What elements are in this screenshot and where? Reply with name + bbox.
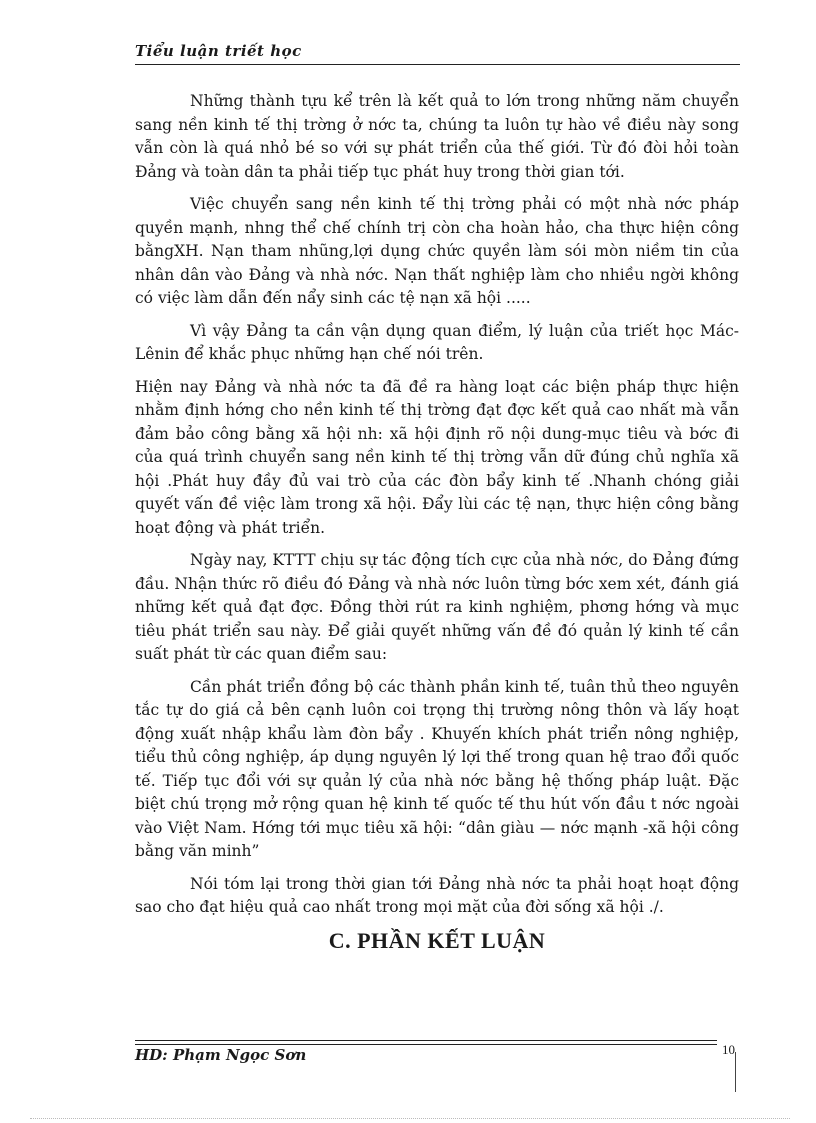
paragraph-6: Cần phát triển đồng bộ các thành phần kinh tế, tuân thủ theo nguyên tắc tự do giá cả bên cạnh luôn coi trọng thị trường nông thôn và lấy hoạt động xuất nhập khẩu làm đòn bẩy . Khuyến khích phát triển nông nghiệp, tiểu thủ công nghiệp, áp dụng nguyên lý lợi thế trong quan hệ trao đổi quốc tế. Tiếp tục đổi với sự quản lý của nhà nớc bằng hệ thống pháp luật. Đặc biệt chú trọng mở rộng quan hệ kinh tế quốc tế thu hút vốn đầu t nớc ngoài vào Việt Nam. Hớng tới mục tiêu xã hội: “dân giàu — nớc mạnh -xã hội công bằng văn minh” — [135, 677, 739, 860]
section-title: C. PHẦN KẾT LUẬN — [328, 927, 546, 953]
page-number: 10 — [722, 1042, 735, 1057]
footer-rule-top — [135, 1040, 717, 1041]
paragraph-1: Những thành tựu kể trên là kết quả to lớn trong những năm chuyển sang nền kinh tế thị trờng ở nớc ta, chúng ta luôn tự hào về điều này song vẫn còn là quá nhỏ bé so với sự phát triển của thế giới. Từ đó đòi hỏi toàn Đảng và toàn dân ta phải tiếp tục phát huy trong thời gian tới. — [135, 92, 739, 181]
footer-author: HD: Phạm Ngọc Sơn — [135, 1046, 307, 1064]
paragraph-4: Hiện nay Đảng và nhà nớc ta đã đề ra hàng loạt các biện pháp thực hiện nhằm định hớng cho nền kinh tế thị trờng đạt đợc kết quả cao nhất mà vẫn đảm bảo công bằng xã hội nh: xã hội định rõ nội dung-mục tiêu và bớc đi của quá trình chuyển sang nền kinh tế thị trờng vẫn dữ đúng chủ nghĩa xã hội .Phát huy đầy đủ vai trò của các đòn bẩy kinh tế .Nhanh chóng giải quyết vấn đề việc làm trong xã hội. Đẩy lùi các tệ nạn, thực hiện công bằng hoạt động và phát triển. — [135, 377, 739, 537]
page-bottom-border — [30, 1118, 790, 1119]
paragraph-5: Ngày nay, KTTT chịu sự tác động tích cực của nhà nớc, do Đảng đứng đầu. Nhận thức rõ điều đó Đảng và nhà nớc luôn từng bớc xem xét, đánh giá những kết quả đạt đợc. Đồng thời rút ra kinh nghiệm, phơng hớng và mục tiêu phát triển sau này. Để giải quyết những vấn đề đó quản lý kinh tế cần suất phát từ các quan điểm sau: — [135, 551, 739, 663]
header-rule — [135, 64, 740, 65]
page-body — [135, 90, 739, 954]
margin-rule — [735, 1052, 736, 1092]
footer-rule-bottom — [135, 1044, 717, 1045]
paragraph-3: Vì vậy Đảng ta cần vận dụng quan điểm, lý luận của triết học Mác-Lênin để khắc phục những hạn chế nói trên. — [135, 321, 739, 363]
running-header: Tiểu luận triết học — [135, 42, 302, 60]
paragraph-2: Việc chuyển sang nền kinh tế thị trờng phải có một nhà nớc pháp quyền mạnh, nhng thể chế chính trị còn cha hoàn hảo, cha thực hiện công bằngXH. Nạn tham nhũng,lợi dụng chức quyền làm sói mòn niềm tin của nhân dân vào Đảng và nhà nớc. Nạn thất nghiệp làm cho nhiều ngời không có việc làm dẫn đến nẩy sinh các tệ nạn xã hội ..... — [135, 195, 739, 307]
paragraph-7: Nói tóm lại trong thời gian tới Đảng nhà nớc ta phải hoạt hoạt động sao cho đạt hiệu quả cao nhất trong mọi mặt của đời sống xã hội ./. — [135, 874, 739, 916]
